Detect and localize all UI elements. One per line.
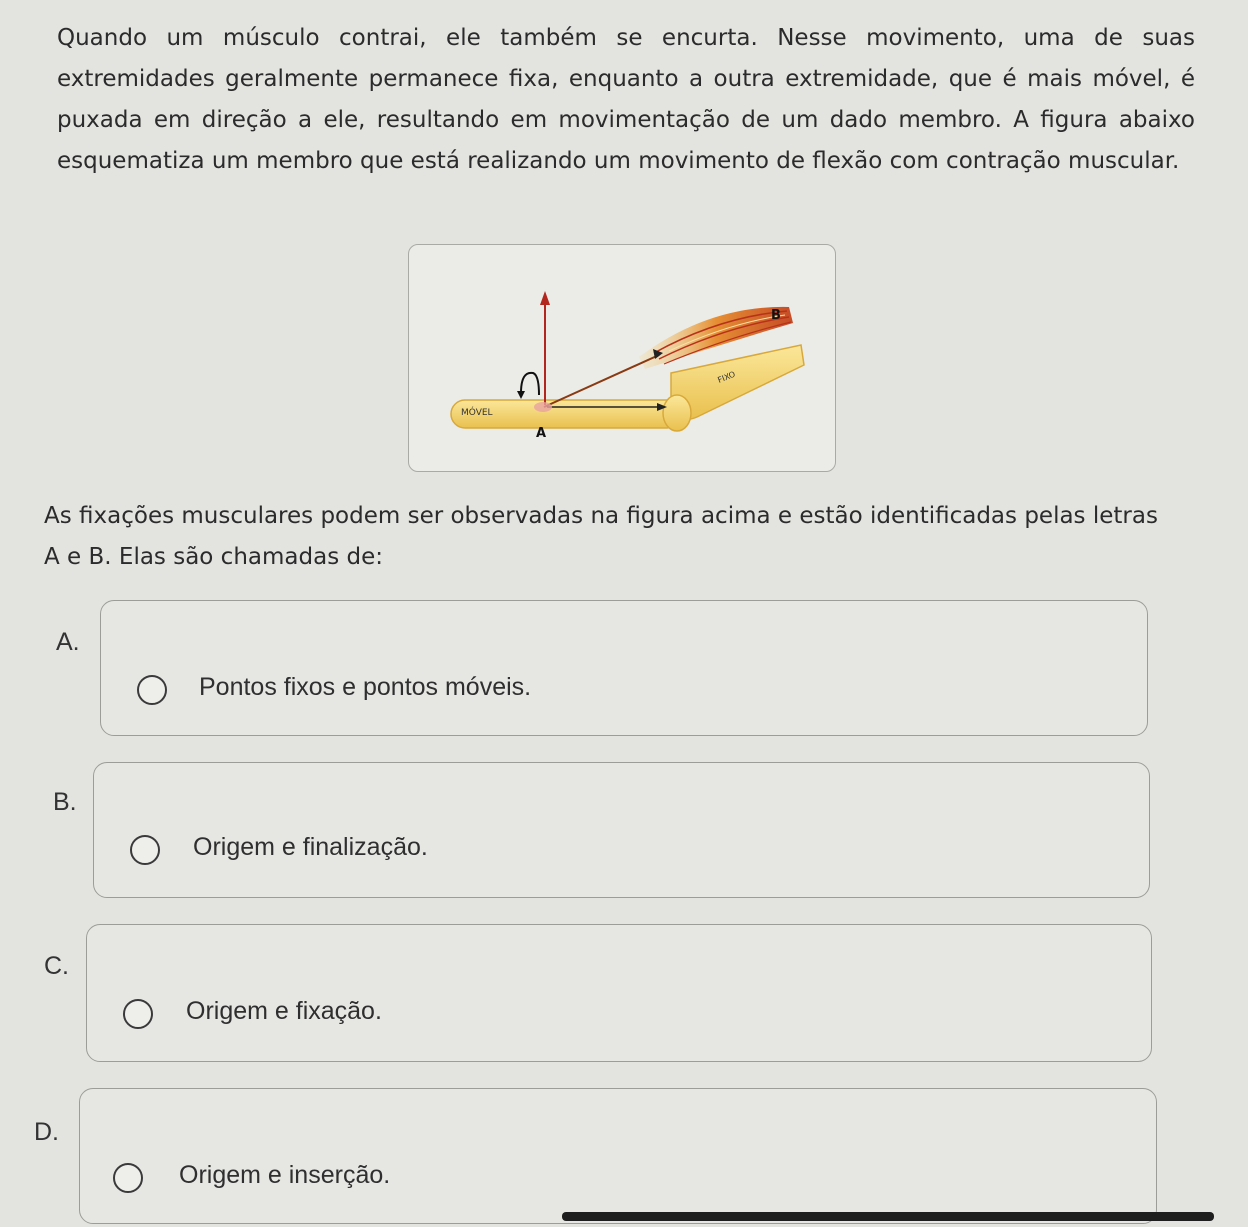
option-d-text: Origem e inserção. (179, 1161, 391, 1189)
option-c[interactable] (86, 924, 1152, 1062)
muscle-figure (408, 244, 836, 472)
label-movel: MÓVEL (461, 408, 493, 418)
force-arrow-head (540, 291, 550, 305)
option-b[interactable] (93, 762, 1150, 898)
intro-paragraph: Quando um músculo contrai, ele também se encurta. Nesse movimento, uma de suas extremidades geralmente permanece fixa, enquanto a outra extremidade, que é mais móvel, é puxada em direção a ele, resultando em movimentação de um dado membro. A figura abaixo esquematiza um membro que está realizando um movimento de flexão com contração muscular. (57, 25, 1195, 174)
option-b-letter: B. (53, 788, 77, 816)
option-a[interactable] (100, 600, 1148, 736)
attachment-point-a (534, 402, 552, 412)
option-c-text: Origem e fixação. (186, 997, 382, 1025)
question-text: As fixações musculares podem ser observadas na figura acima e estão identificadas pelas letras A e B. Elas são chamadas de: (44, 503, 1158, 570)
option-a-radio[interactable] (137, 675, 167, 705)
option-b-text: Origem e finalização. (193, 833, 428, 861)
option-d[interactable] (79, 1088, 1157, 1224)
label-a: A (536, 426, 547, 441)
option-a-text: Pontos fixos e pontos móveis. (199, 673, 532, 701)
muscle-diagram (409, 245, 836, 472)
label-b: B (771, 308, 781, 323)
tendon-line (544, 355, 659, 407)
option-c-radio[interactable] (123, 999, 153, 1029)
option-d-radio[interactable] (113, 1163, 143, 1193)
option-a-letter: A. (56, 628, 80, 656)
option-d-letter: D. (34, 1118, 59, 1146)
label-fixo: FIXO (716, 369, 737, 385)
option-c-letter: C. (44, 952, 69, 980)
scroll-indicator-bar (562, 1212, 1214, 1221)
option-b-radio[interactable] (130, 835, 160, 865)
